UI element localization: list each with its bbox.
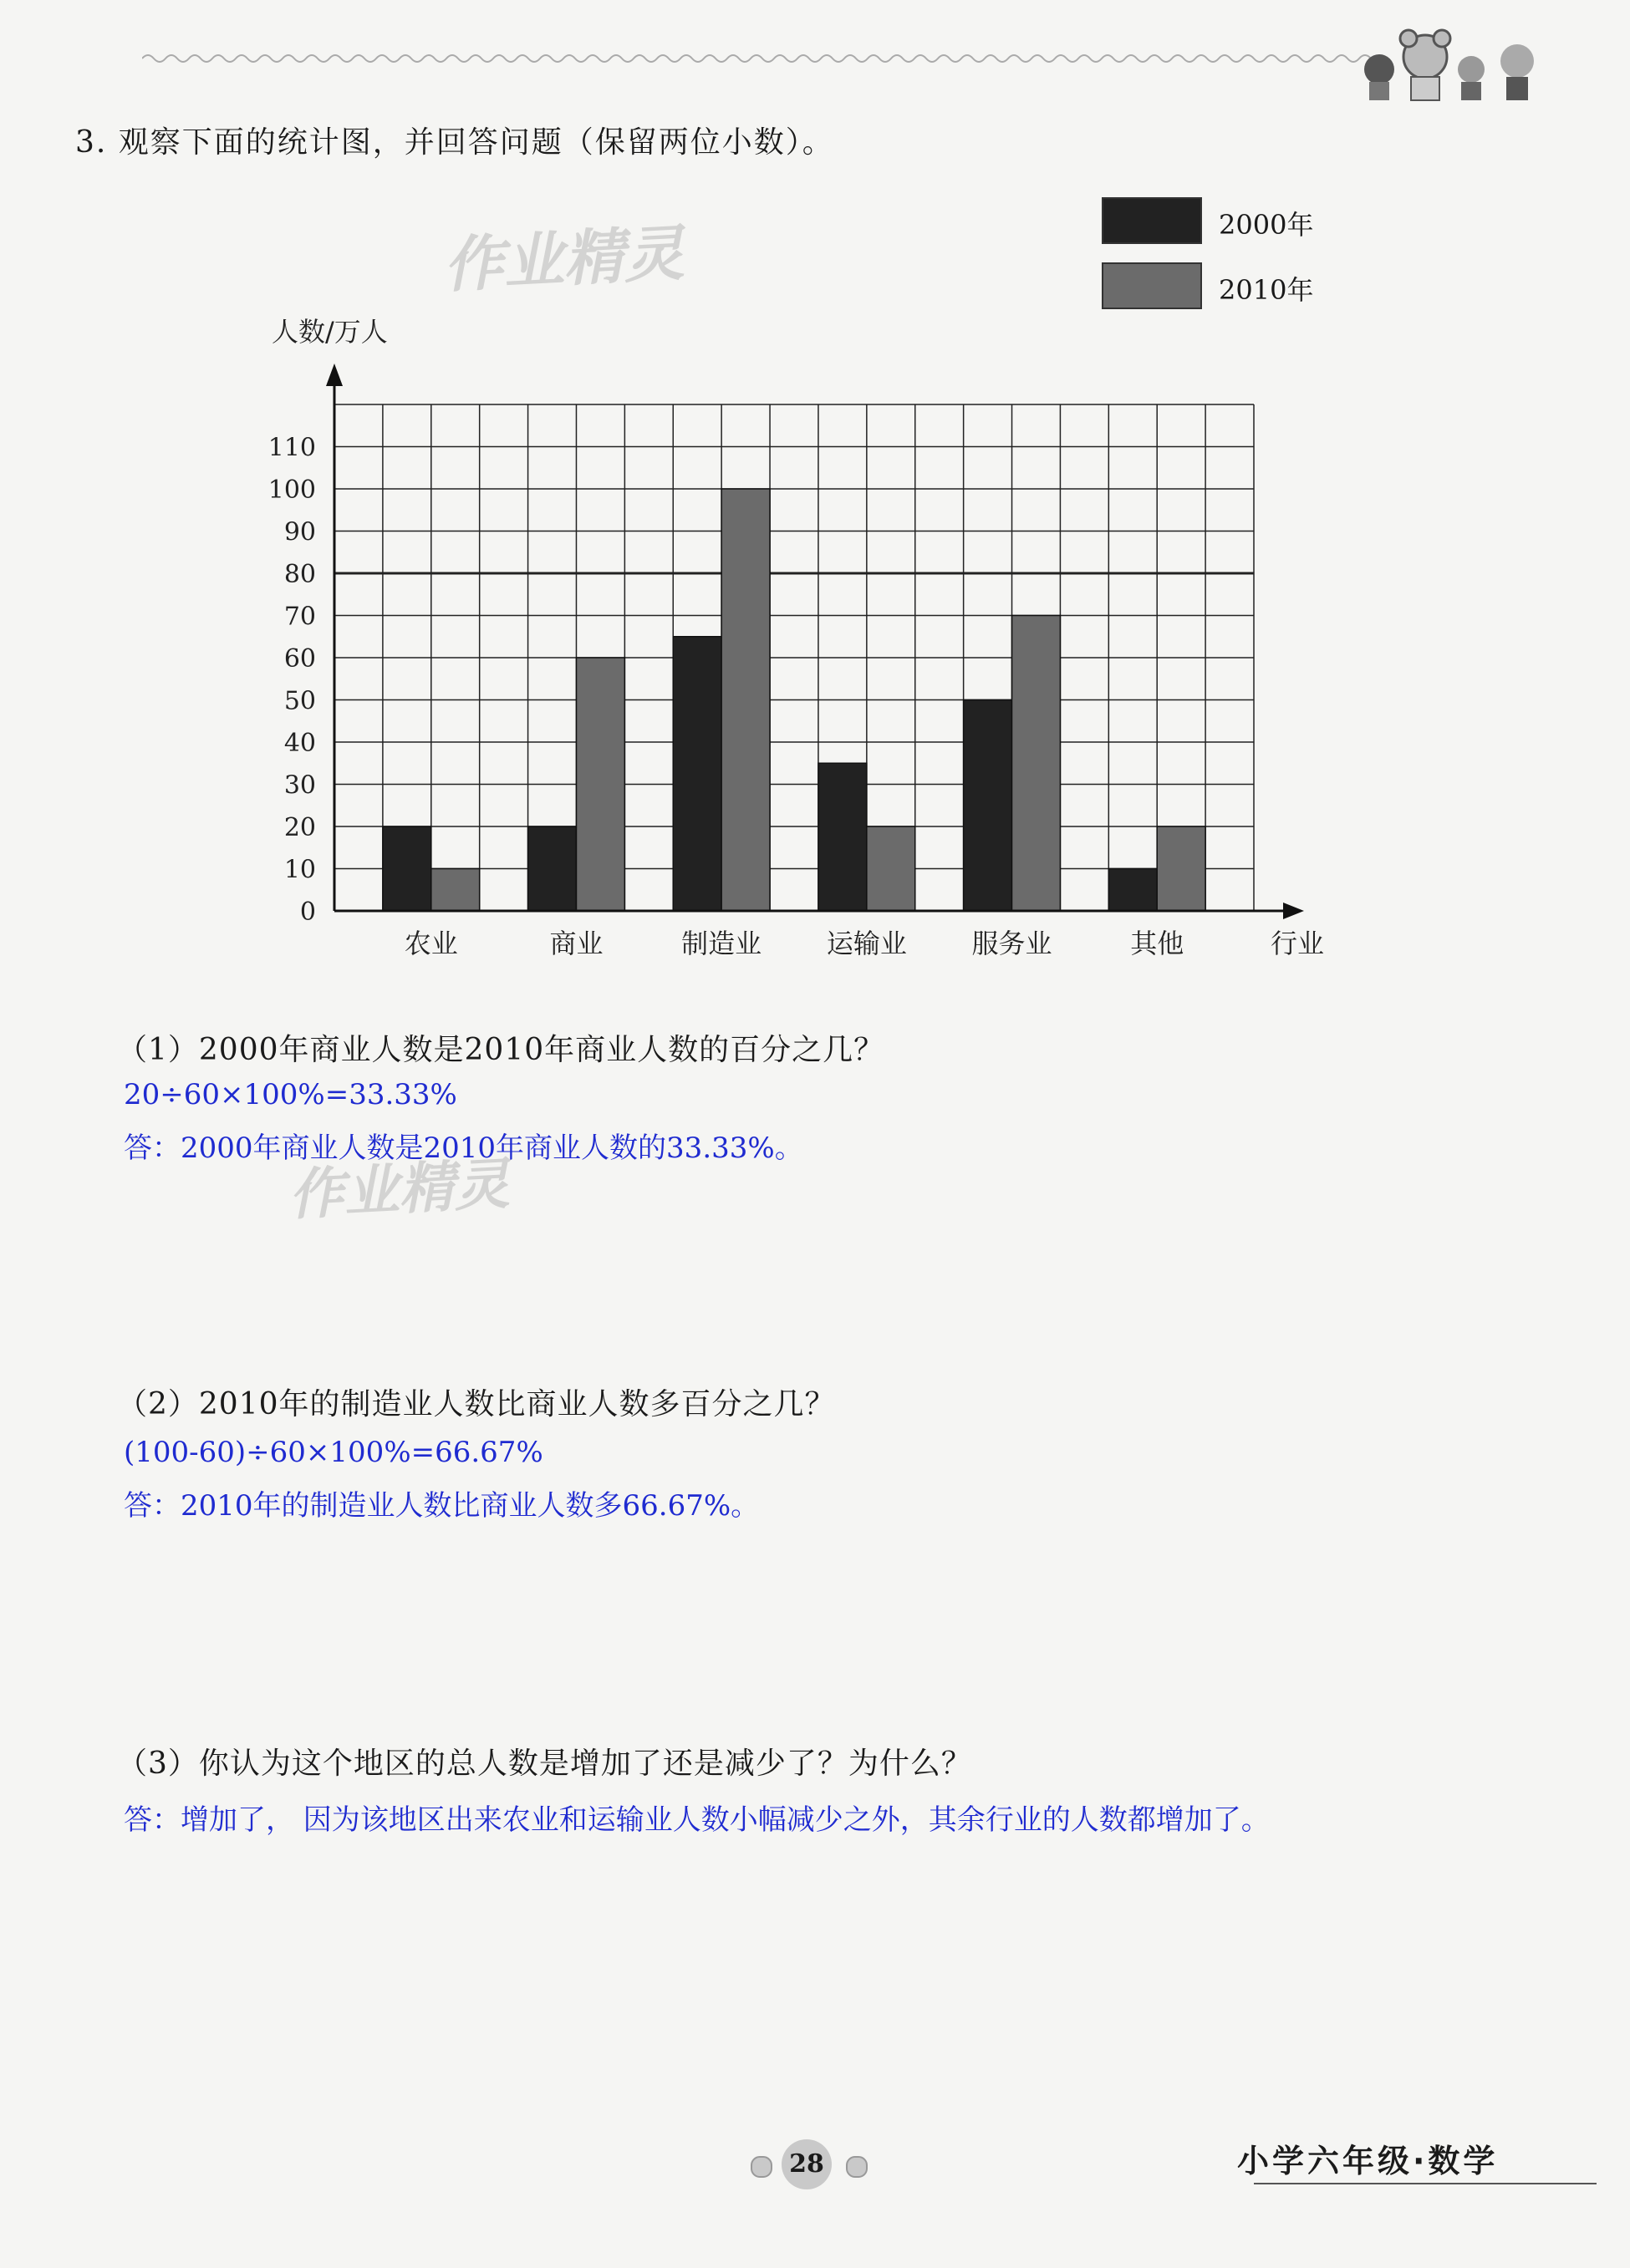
chart-grid: [334, 404, 1254, 911]
bar-其他-2010年: [1157, 826, 1205, 911]
x-tick-label: 农业: [404, 928, 458, 959]
footer-divider: [1254, 2183, 1597, 2184]
watermark: 作业精灵: [441, 217, 686, 301]
answer-1-text: 答：2000年商业人数是2010年商业人数的33.33%。: [124, 1131, 803, 1165]
bar-服务业-2010年: [1012, 616, 1061, 912]
bar-chart: [0, 0, 1630, 1003]
y-tick-label: 80: [283, 560, 316, 589]
page-dot-left-icon: [751, 2156, 772, 2178]
y-tick-label: 0: [299, 898, 316, 927]
footer-title: 小学六年级·数学: [1237, 2143, 1499, 2179]
y-tick-label: 30: [283, 770, 316, 801]
x-tick-label: 运输业: [826, 928, 907, 959]
bar-农业-2000年: [383, 826, 431, 911]
y-tick-label: 40: [283, 729, 316, 758]
y-tick-label: 110: [267, 433, 316, 463]
y-axis-arrow-icon: [326, 364, 343, 386]
answer-1-calc: 20÷60×100%=33.33%: [124, 1078, 457, 1111]
sub-question-3: （3）你认为这个地区的总人数是增加了还是减少了？为什么？: [117, 1747, 972, 1781]
page-dot-right-icon: [846, 2156, 868, 2178]
bar-商业-2000年: [528, 826, 577, 911]
bar-商业-2010年: [576, 658, 624, 911]
answer-3-text: 答：增加了， 因为该地区出来农业和运输业人数小幅减少之外，其余行业的人数都增加了。: [124, 1803, 1270, 1837]
y-tick-label: 70: [283, 602, 316, 632]
page-number: 28: [782, 2139, 832, 2189]
y-axis-label: 人数/万人: [272, 316, 388, 348]
watermark-2: 作业精灵: [287, 1152, 512, 1228]
y-tick-label: 50: [283, 686, 316, 716]
bar-服务业-2000年: [964, 700, 1012, 912]
answer-2-text: 答：2010年的制造业人数比商业人数多66.67%。: [124, 1489, 760, 1523]
question-title: 3. 观察下面的统计图，并回答问题（保留两位小数）。: [75, 125, 834, 160]
sub-question-1: （1）2000年商业人数是2010年商业人数的百分之几？: [117, 1033, 885, 1067]
answer-2-calc: (100-60)÷60×100%=66.67%: [124, 1436, 543, 1469]
x-tick-label: 商业: [549, 928, 604, 959]
y-tick-label: 60: [283, 644, 316, 674]
y-tick-label: 90: [283, 517, 316, 547]
x-tick-label: 其他: [1130, 928, 1184, 959]
bar-制造业-2000年: [673, 637, 721, 911]
y-tick-label: 20: [283, 813, 316, 842]
x-axis-label: 行业: [1271, 928, 1325, 959]
y-tick-label: 100: [267, 475, 316, 505]
bar-运输业-2000年: [818, 763, 867, 911]
sub-question-2: （2）2010年的制造业人数比商业人数多百分之几？: [117, 1387, 836, 1421]
x-axis-arrow-icon: [1283, 903, 1304, 919]
bar-其他-2000年: [1108, 869, 1157, 912]
x-tick-label: 制造业: [681, 928, 762, 959]
bar-运输业-2010年: [867, 826, 915, 911]
y-tick-label: 10: [283, 855, 316, 885]
bar-制造业-2010年: [721, 489, 770, 911]
x-tick-label: 服务业: [971, 928, 1052, 959]
legend-label-2010: 2010年: [1219, 274, 1314, 306]
legend-label-2000: 2000年: [1219, 209, 1314, 241]
bar-农业-2010年: [431, 869, 480, 912]
